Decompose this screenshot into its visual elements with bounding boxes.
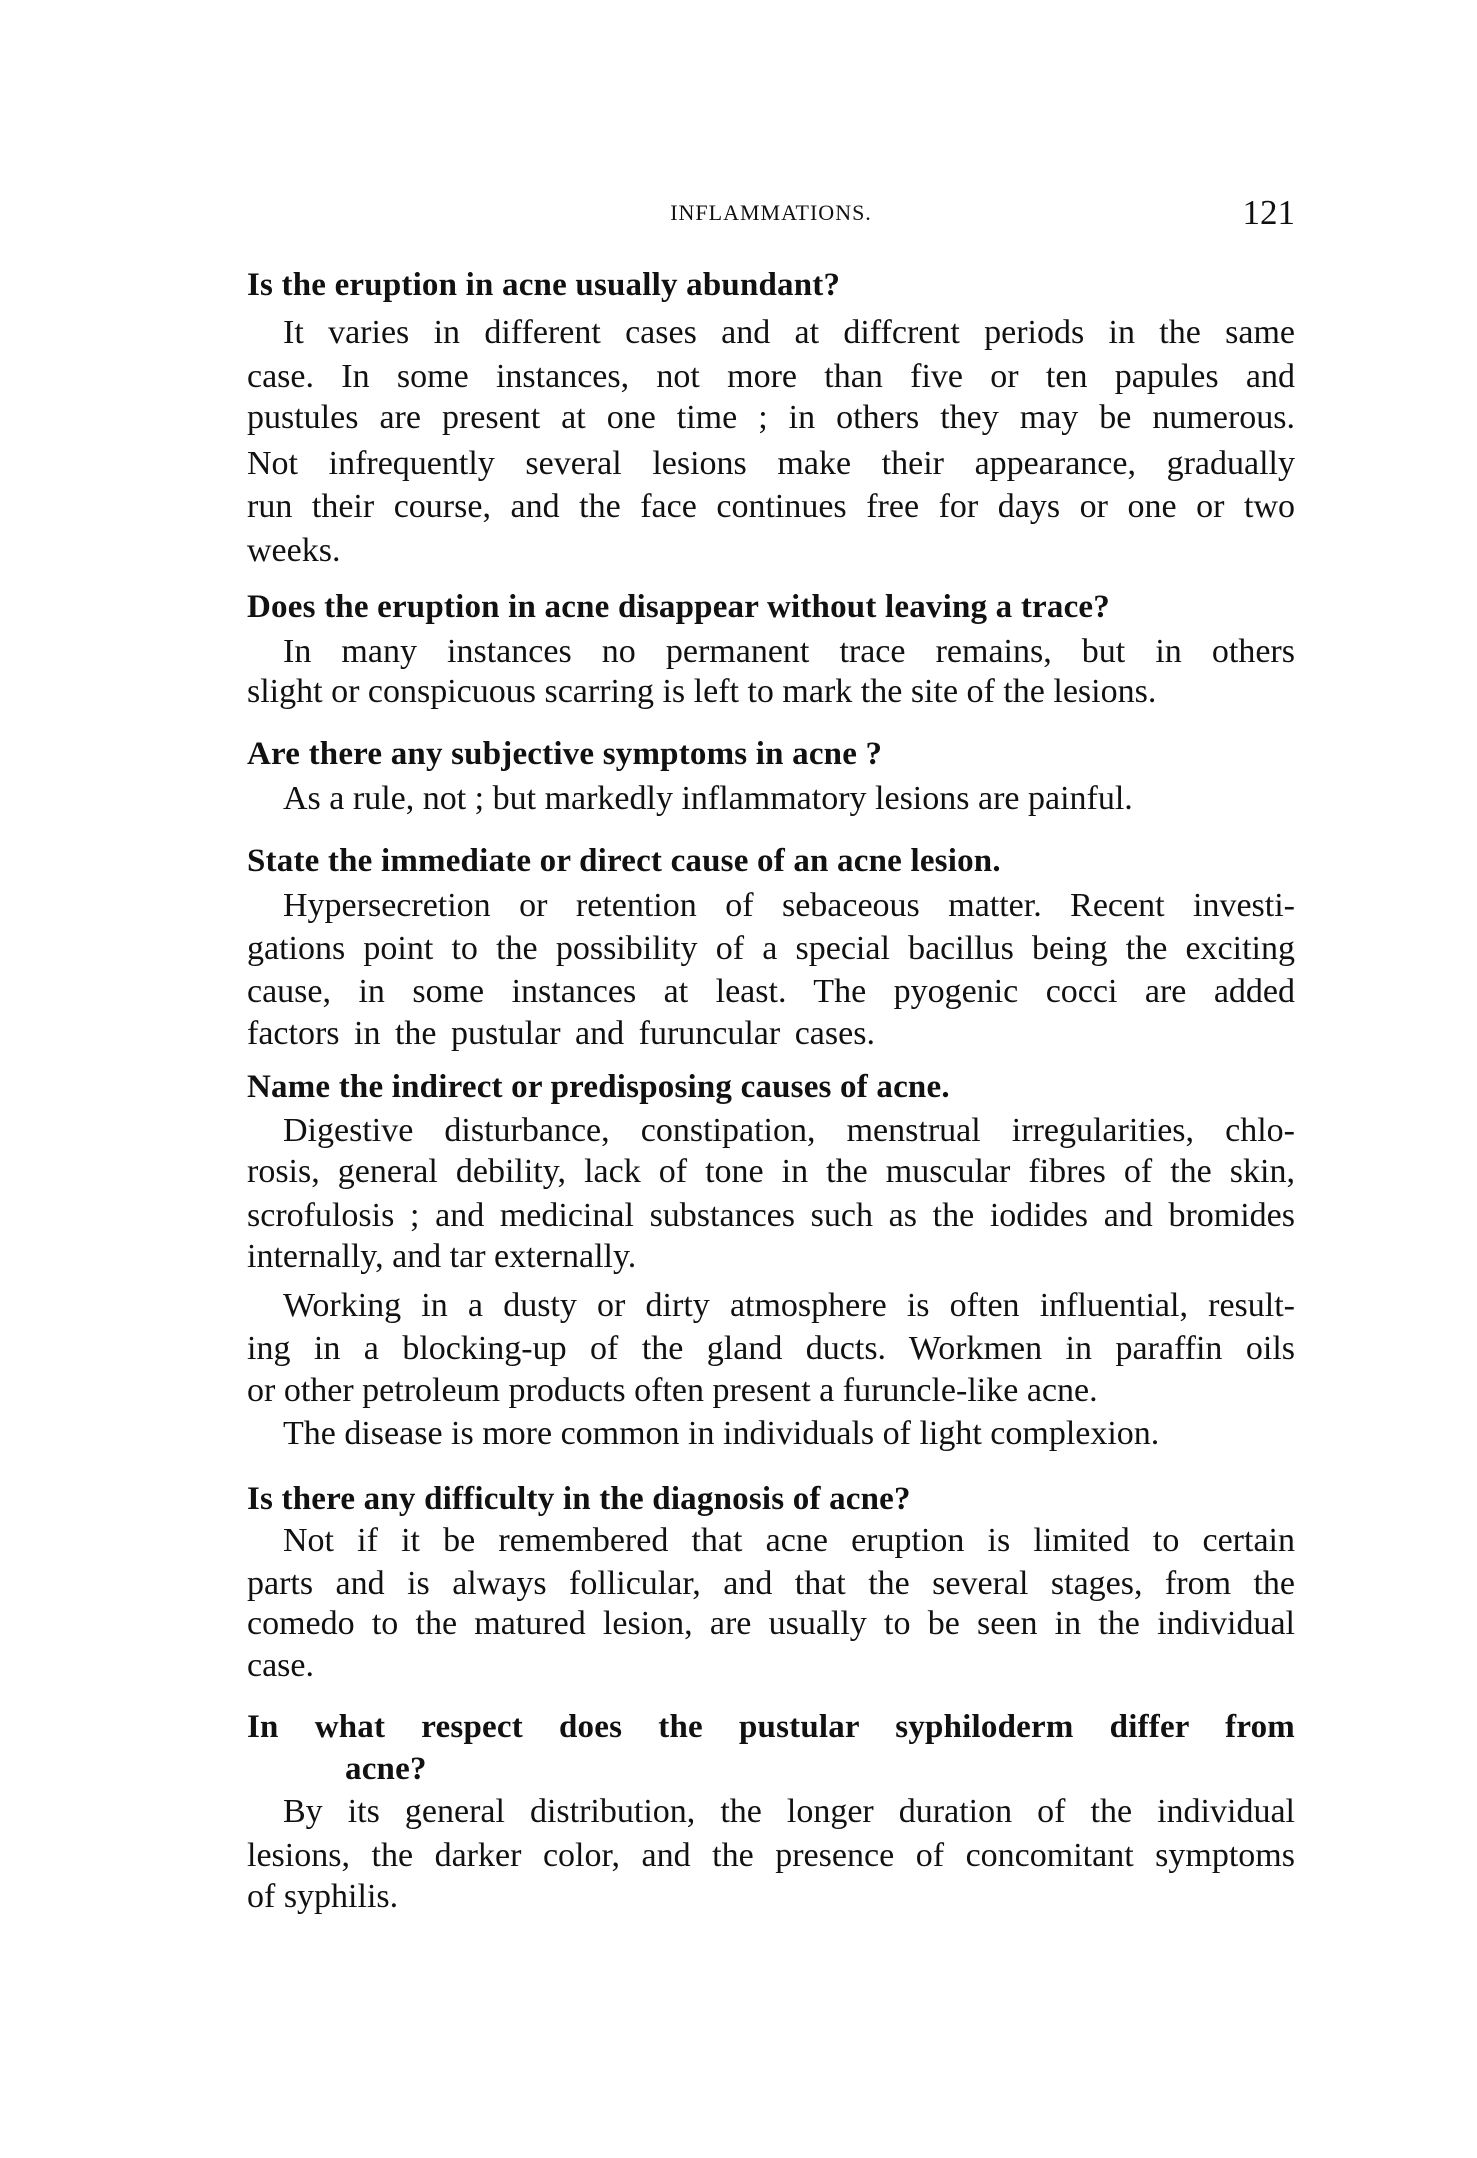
answer-line: In many instances no permanent trace remains, but in others: [283, 633, 1295, 670]
answer-line: pustules are present at one time ; in others they may be numerous.: [247, 399, 1295, 436]
answer-line: It varies in different cases and at diffcrent periods in the same: [283, 314, 1295, 351]
question-heading: Name the indirect or predisposing causes of acne.: [247, 1069, 950, 1105]
answer-line: parts and is always follicular, and that the several stages, from the: [247, 1565, 1295, 1602]
question-heading: State the immediate or direct cause of an acne lesion.: [247, 843, 1001, 879]
question-heading: In what respect does the pustular syphiloderm differ from: [247, 1709, 1295, 1745]
answer-line: rosis, general debility, lack of tone in the muscular fibres of the skin,: [247, 1153, 1295, 1190]
question-heading: Are there any subjective symptoms in acne ?: [247, 736, 883, 772]
answer-line: The disease is more common in individuals of light complexion.: [283, 1415, 1160, 1452]
answer-line: comedo to the matured lesion, are usually to be seen in the individual: [247, 1605, 1295, 1642]
question-heading: Is the eruption in acne usually abundant?: [247, 267, 841, 303]
answer-line: By its general distribution, the longer duration of the individual: [283, 1793, 1295, 1830]
running-title: INFLAMMATIONS.: [670, 200, 872, 225]
answer-line: case. In some instances, not more than five or ten papules and: [247, 358, 1295, 395]
answer-line: internally, and tar externally.: [247, 1238, 637, 1275]
answer-line: case.: [247, 1647, 315, 1684]
answer-line: gations point to the possibility of a special bacillus being the exciting: [247, 930, 1295, 967]
question-heading: Does the eruption in acne disappear without leaving a trace?: [247, 589, 1110, 625]
page-number: 121: [1242, 193, 1295, 232]
answer-line: scrofulosis ; and medicinal substances such as the iodides and bromides: [247, 1197, 1295, 1234]
answer-line: slight or conspicuous scarring is left to mark the site of the lesions.: [247, 673, 1157, 710]
running-head: [247, 193, 1295, 232]
question-heading: Is there any difficulty in the diagnosis of acne?: [247, 1481, 911, 1517]
answer-line: Not if it be remembered that acne eruption is limited to certain: [283, 1522, 1295, 1559]
answer-line: factors in the pustular and furuncular cases.: [247, 1015, 875, 1052]
answer-line: run their course, and the face continues free for days or one or two: [247, 488, 1295, 525]
answer-line: Hypersecretion or retention of sebaceous matter. Recent investi-: [283, 887, 1295, 924]
question-heading-continuation: acne?: [345, 1751, 427, 1787]
answer-line: of syphilis.: [247, 1878, 399, 1915]
answer-line: lesions, the darker color, and the presence of concomitant symptoms: [247, 1837, 1295, 1874]
answer-line: weeks.: [247, 532, 341, 569]
answer-line: or other petroleum products often present a furuncle-like acne.: [247, 1372, 1098, 1409]
answer-line: Working in a dusty or dirty atmosphere is often influential, result-: [283, 1287, 1295, 1324]
answer-line: As a rule, not ; but markedly inflammatory lesions are painful.: [283, 780, 1133, 817]
answer-line: ing in a blocking-up of the gland ducts. Workmen in paraffin oils: [247, 1330, 1295, 1367]
answer-line: Not infrequently several lesions make their appearance, gradually: [247, 445, 1295, 482]
answer-line: Digestive disturbance, constipation, menstrual irregularities, chlo-: [283, 1112, 1295, 1149]
answer-line: cause, in some instances at least. The pyogenic cocci are added: [247, 973, 1295, 1010]
